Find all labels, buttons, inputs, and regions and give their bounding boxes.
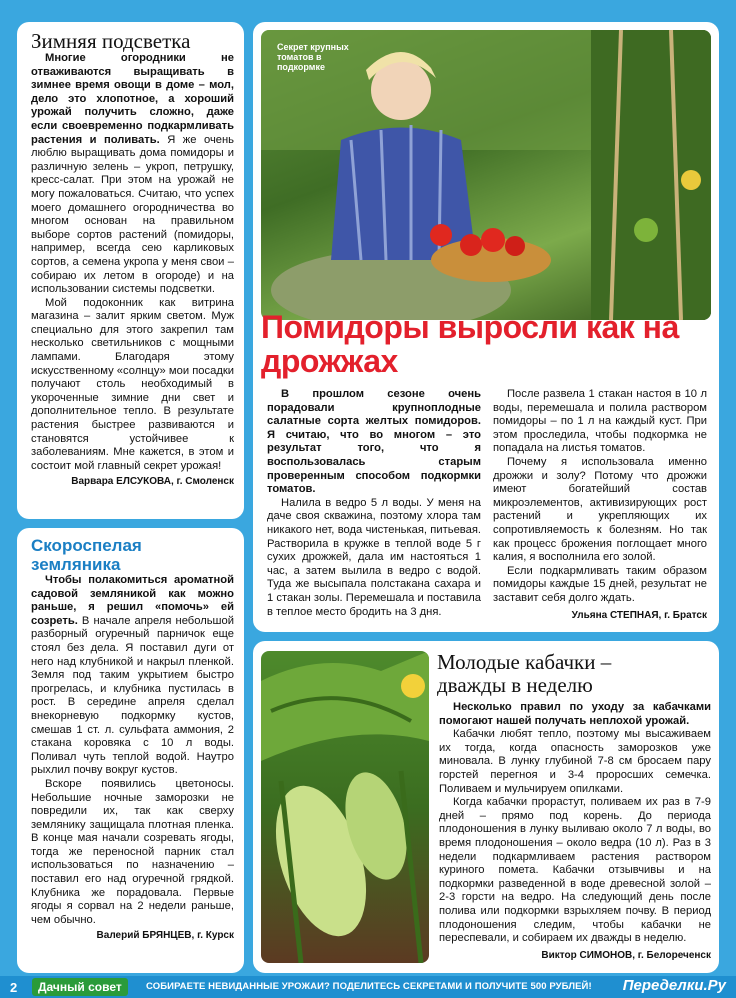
article-title: Молодые кабачки – дважды в неделю	[437, 650, 612, 697]
article-early-strawberry	[17, 528, 244, 973]
article-signature: Виктор СИМОНОВ, г. Белореченск	[541, 949, 711, 961]
article-paragraph: Я же очень люблю выращивать дома помидоры и различную зелень – укроп, петрушку, кресс-салат. При этом на урожай не могу пожаловаться. Считаю, что успех моего домашнего огородничества во многом основан на правильном выборе сортов растений (помидоры, например, всегда сею карликовых сортов, а семена укропа у меня свои – собираю их летом в огороде) и на использовании системы подсветки.	[31, 133, 234, 296]
article-lead: Многие огородники не отваживаются выращивать в зимнее время овощи в доме – мол, дело это хлопотное, а хороший урожай получить сложно, даже если своевременно подкармливать растения и поливать.	[31, 52, 234, 146]
article-body	[31, 52, 234, 473]
article-signature: Ульяна СТЕПНАЯ, г. Братск	[571, 609, 707, 621]
page-number: 2	[10, 980, 18, 995]
article-lead: В прошлом сезоне очень порадовали крупноплодные салатные сорта желтых помидоров. Я считаю, что во многом – это результат того, что я воспользовалась старым проверенным способом подкормки томатов.	[267, 388, 481, 496]
page-footer	[0, 976, 736, 998]
tomato-illustration	[261, 30, 711, 320]
article-winter-lighting	[17, 22, 244, 519]
article-paragraph: Когда кабачки прорастут, поливаем их раз в 7-9 дней – прямо под корень. До периода плодоношения в лунку выливаю около 7 л воды, во время плодоношения – около ведра (10 л). Раз в 3 недели подкармливаем растения раствором куриного помета. Кабачки отзывчивы и на подкормки разведенной в воде древесной золой – 2-3 горсти на ведро. На следующий день после полива или подкормки взрыхляем почву. В период плодоношения следим, чтобы кабачки не переспевали, и собираем их дважды в неделю.	[439, 796, 711, 945]
article-paragraph: После развела 1 стакан настоя в 10 л воды, перемешала и полила раствором помидоры – по 1 л на каждый куст. При этом проследила, чтобы подкормка не попадала на листья томатов.	[493, 388, 707, 455]
article-title: Помидоры выросли как на дрожжах	[261, 309, 679, 379]
article-signature: Варвара ЕЛСУКОВА, г. Смоленск	[71, 476, 234, 488]
article-title: Зимняя подсветка	[31, 29, 191, 53]
article-paragraph: В начале апреля небольшой разборный огуречный парничок еще стоял без дела. Я поставил дуги от него над клубникой и накрыл пленкой. Земля под таким укрытием быстро прогрелась, и клубника пустилась в рост. В середине апреля сделал внекорневую подкормку кустов, смешав 1 ст. л. сульфата аммония, 2 стакана коровяка с 10 л воды. Поливал чуть теплой водой. Наутро рыхлил почву вокруг кустов.	[31, 614, 234, 777]
article-zucchini	[253, 641, 719, 973]
article-lead: Чтобы полакомиться ароматной садовой земляникой как можно раньше, я решил «помочь» ей созреть.	[31, 574, 234, 627]
article-body	[31, 574, 234, 927]
article-paragraph: Кабачки любят тепло, поэтому мы высаживаем их тогда, когда опасность заморозков уже миновала. В лунку глубиной 7-8 см бросаем пару горстей перегноя и 3-4 проросших семечка. Поливаем и мульчируем опилками.	[439, 728, 711, 795]
article-signature: Валерий БРЯНЦЕВ, г. Курск	[96, 930, 234, 942]
zucchini-photo	[261, 651, 429, 963]
magazine-brand: Дачный совет	[32, 978, 128, 996]
article-tomatoes	[253, 22, 719, 632]
article-column-left	[267, 388, 481, 619]
zucchini-illustration	[261, 651, 429, 963]
tomato-harvest-photo	[261, 30, 711, 320]
article-paragraph: Если подкармливать таким образом помидоры каждые 15 дней, результат не заставит себя долго ждать.	[493, 564, 707, 604]
article-lead: Несколько правил по уходу за кабачками помогают нашей получать неплохой урожай.	[439, 701, 711, 727]
photo-caption: Секрет крупных томатов в подкормке	[277, 42, 349, 72]
site-watermark: Переделки.Ру	[622, 977, 726, 994]
article-paragraph: Вскоре появились цветоносы. Небольшие ночные заморозки не повредили их, так как сверху землянику защищала плотная пленка. В конце мая начали созревать ягоды, тогда же переносной парник стал использоваться по назначению – поставил его над огуречной грядкой. Клубника же порадовала. Первые ягоды я сорвал на 2 недели раньше, чем обычно.	[31, 777, 234, 926]
footer-slogan: СОБИРАЕТЕ НЕВИДАННЫЕ УРОЖАИ? ПОДЕЛИТЕСЬ СЕКРЕТАМИ И ПОЛУЧИТЕ 500 РУБЛЕЙ!	[146, 981, 592, 992]
article-paragraph: Почему я использовала именно дрожжи и золу? Потому что дрожжи имеют богатейший состав микроэлементов, активизирующих рост растений и укрепляющих их сопротивляемость к болезням. Но так как процесс брожения поглощает много калия, я восполнила его золой.	[493, 455, 707, 564]
article-title: Скороспелая земляника	[31, 536, 142, 574]
article-paragraph: Мой подоконник как витрина магазина – залит ярким светом. Муж специально для этого закрепил там несколько светильников с мощными лампами. Благодаря этому искусственному «солнцу» мои посадки получают столь необходимый в укороченные зимние дни свет и дополнительное тепло. В результате растения быстрее развиваются и становятся устойчивее к заболеваниям. Мне кажется, в этом и состоит мой главный секрет урожая!	[31, 296, 234, 472]
article-column-right	[493, 388, 707, 622]
article-paragraph: Налила в ведро 5 л воды. У меня на даче своя скважина, поэтому хлора там никакого нет, вода чистенькая, питьевая. Растворила в кружке в теплой воде 5 г сухих дрожжей, дала им настояться 1 час, а затем вылила в ведро с водой. Туда же высыпала полстакана сахара и 1 стакан золы. Перемешала и поставила в теплое место бродить на 3 дня.	[267, 496, 481, 618]
article-body	[439, 701, 711, 962]
